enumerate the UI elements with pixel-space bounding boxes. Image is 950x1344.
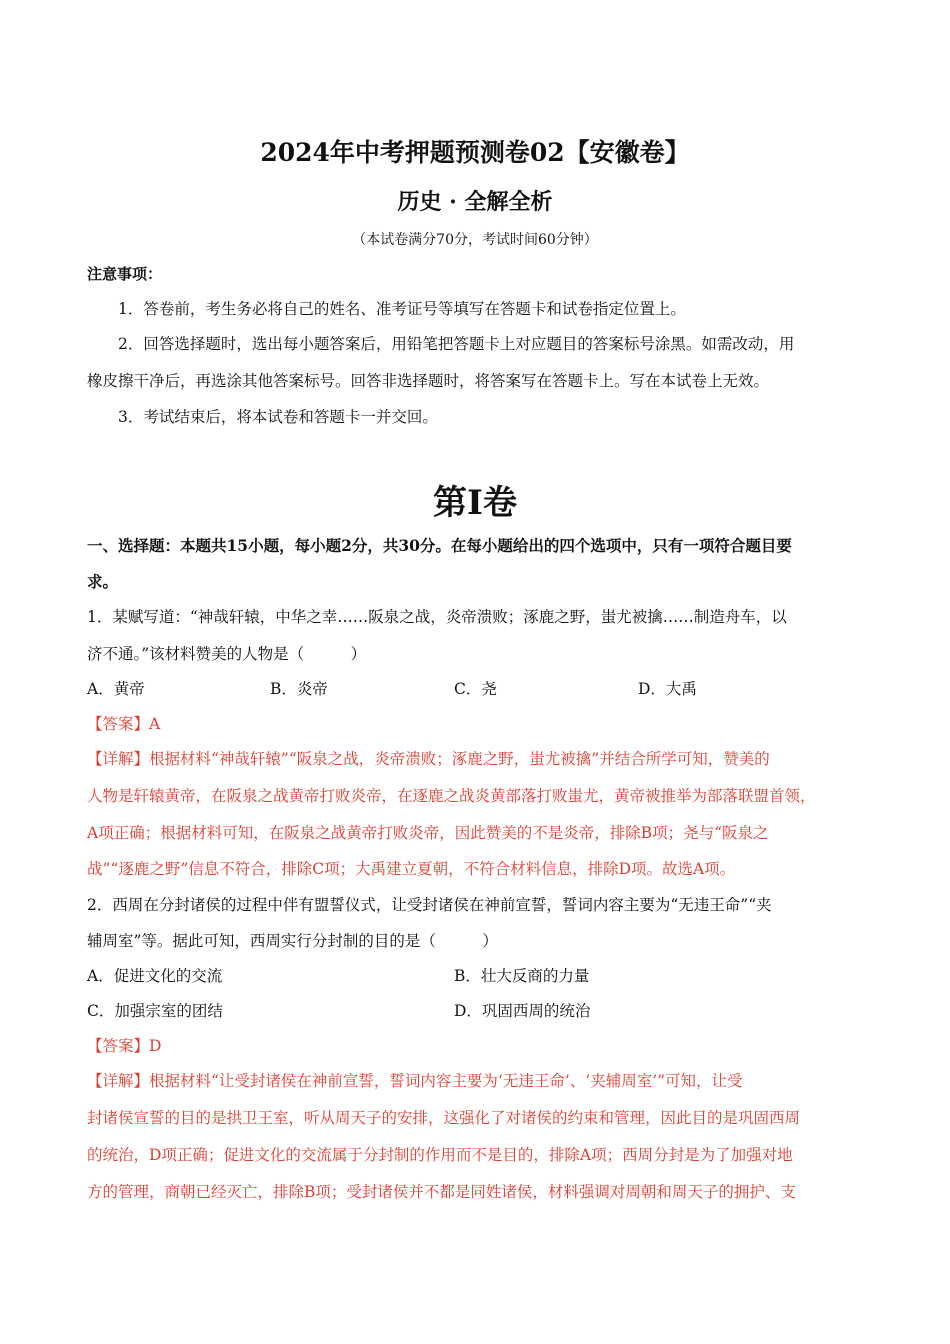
instruction-line: 1．答卷前，考生务必将自己的姓名、准考证号等填写在答题卡和试卷指定位置上。 — [118, 300, 686, 318]
section-heading: 一、选择题：本题共15小题，每小题2分，共30分。在每小题给出的四个选项中，只有一项符合题目要 — [87, 536, 792, 555]
question-2-option-d: D．巩固西周的统治 — [454, 1002, 591, 1020]
exam-note: （本试卷满分70分，考试时间60分钟） — [352, 232, 598, 248]
question-2-explanation: 方的管理，商朝已经灭亡，排除B项；受封诸侯并不都是同姓诸侯，材料强调对周朝和周天子的拥护、支 — [87, 1183, 796, 1201]
page-subtitle: 历史 · 全解全析 — [397, 189, 553, 215]
question-1-explanation: 人物是轩辕黄帝，在阪泉之战黄帝打败炎帝，在逐鹿之战炎黄部落打败蚩尤，黄帝被推举为部落联盟首领， — [87, 787, 816, 805]
question-1-stem: 1．某赋写道：“神哉轩辕，中华之幸……阪泉之战，炎帝溃败；涿鹿之野，蚩尤被擒……制造舟车，以 — [87, 608, 787, 626]
question-2-answer: 【答案】D — [87, 1037, 162, 1055]
question-2-option-b: B．壮大反商的力量 — [454, 967, 590, 985]
instruction-line: 橡皮擦干净后，再选涂其他答案标号。回答非选择题时，将答案写在答题卡上。写在本试卷上无效。 — [87, 372, 770, 390]
question-2-option-a: A．促进文化的交流 — [87, 967, 223, 985]
instruction-line: 2．回答选择题时，选出每小题答案后，用铅笔把答题卡上对应题目的答案标号涂黑。如需改动，用 — [118, 335, 795, 353]
question-2-stem: 辅周室”等。据此可知，西周实行分封制的目的是（ ） — [87, 932, 498, 950]
question-1-option-d: D．大禹 — [638, 680, 697, 698]
section-heading: 求。 — [87, 572, 119, 591]
instructions-heading: 注意事项： — [87, 265, 163, 283]
question-1-option-b: B．炎帝 — [270, 680, 328, 698]
question-1-explanation: 【详解】根据材料“神哉轩辕”“阪泉之战，炎帝溃败；涿鹿之野，蚩尤被擒”并结合所学可知，赞美的 — [87, 750, 770, 768]
page-title: 2024年中考押题预测卷02【安徽卷】 — [260, 138, 690, 167]
question-1-option-a: A．黄帝 — [87, 680, 145, 698]
question-2-option-c: C．加强宗室的团结 — [87, 1002, 223, 1020]
question-2-explanation: 的统治，D项正确；促进文化的交流属于分封制的作用而不是目的，排除A项；西周分封是为了加强对地 — [87, 1146, 793, 1164]
instruction-line: 3．考试结束后，将本试卷和答题卡一并交回。 — [118, 408, 438, 426]
question-1-stem: 济不通。”该材料赞美的人物是（ ） — [87, 645, 367, 663]
question-1-answer: 【答案】A — [87, 715, 161, 733]
question-1-explanation: 战”“逐鹿之野”信息不符合，排除C项；大禹建立夏朝，不符合材料信息，排除D项。故选A项。 — [87, 860, 736, 878]
question-2-explanation: 【详解】根据材料“让受封诸侯在神前宣誓，誓词内容主要为‘无违王命’、‘夹辅周室’”可知，让受 — [87, 1072, 743, 1090]
question-2-stem: 2．西周在分封诸侯的过程中伴有盟誓仪式，让受封诸侯在神前宣誓，誓词内容主要为“无违王命”“夹 — [87, 896, 772, 914]
question-1-option-c: C．尧 — [454, 680, 497, 698]
question-2-explanation: 封诸侯宣誓的目的是拱卫王室，听从周天子的安排，这强化了对诸侯的约束和管理，因此目的是巩固西周 — [87, 1109, 801, 1127]
question-1-explanation: A项正确；根据材料可知，在阪泉之战黄帝打败炎帝，因此赞美的不是炎帝，排除B项；尧与“阪泉之 — [87, 824, 769, 842]
volume-title: 第Ⅰ卷 — [433, 483, 517, 523]
